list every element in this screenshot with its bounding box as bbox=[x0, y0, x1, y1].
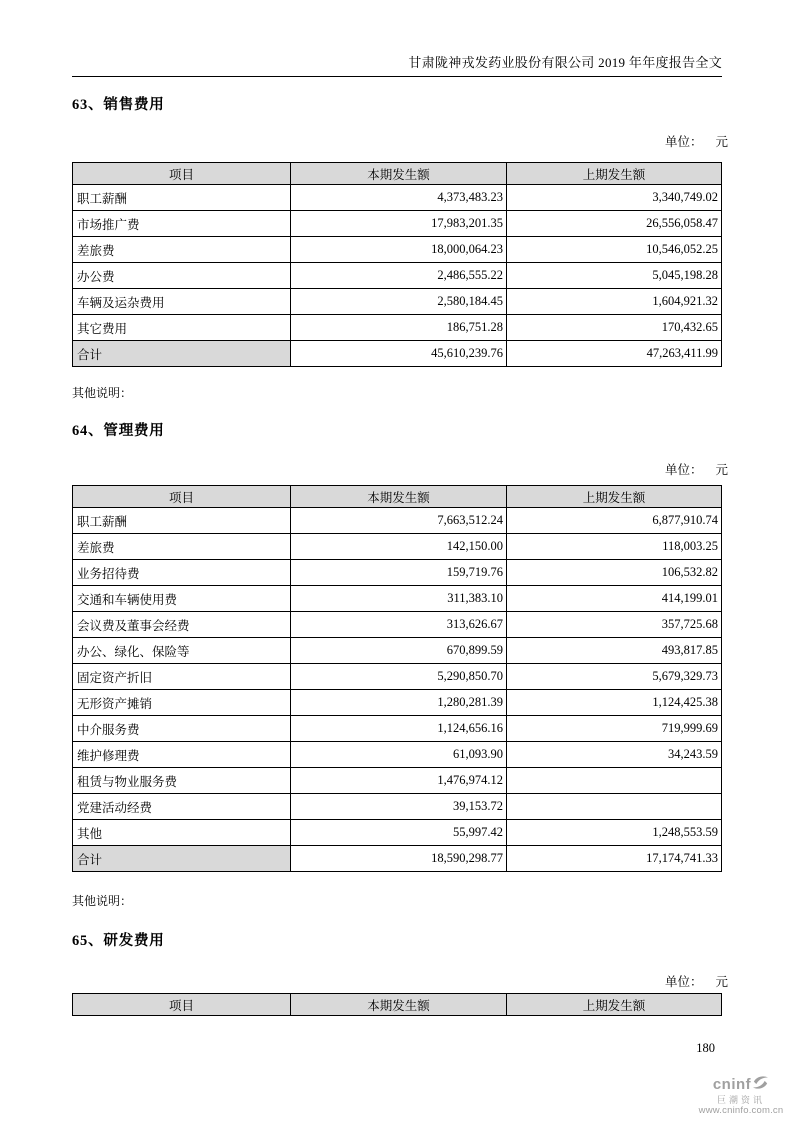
prior-amount-cell: 6,877,910.74 bbox=[507, 508, 722, 534]
item-cell: 业务招待费 bbox=[73, 560, 291, 586]
col-header-prior-period: 上期发生额 bbox=[507, 994, 722, 1016]
prior-amount-cell: 357,725.68 bbox=[507, 612, 722, 638]
table-row bbox=[73, 586, 722, 612]
table-row bbox=[73, 508, 722, 534]
prior-amount-cell: 118,003.25 bbox=[507, 534, 722, 560]
unit-label: 单位： bbox=[664, 135, 703, 149]
item-cell: 差旅费 bbox=[73, 534, 291, 560]
prior-amount-cell: 414,199.01 bbox=[507, 586, 722, 612]
col-header-prior-period: 上期发生额 bbox=[507, 486, 722, 508]
current-amount-cell: 18,000,064.23 bbox=[291, 237, 507, 263]
current-amount-cell: 311,383.10 bbox=[291, 586, 507, 612]
prior-amount-cell bbox=[507, 768, 722, 794]
item-cell: 办公费 bbox=[73, 263, 291, 289]
total-prior-cell: 17,174,741.33 bbox=[507, 846, 722, 872]
prior-amount-cell: 5,679,329.73 bbox=[507, 664, 722, 690]
current-amount-cell: 7,663,512.24 bbox=[291, 508, 507, 534]
table-row bbox=[73, 742, 722, 768]
item-cell: 职工薪酬 bbox=[73, 185, 291, 211]
col-header-item: 项目 bbox=[73, 994, 291, 1016]
prior-amount-cell: 493,817.85 bbox=[507, 638, 722, 664]
table-row bbox=[73, 716, 722, 742]
prior-amount-cell: 719,999.69 bbox=[507, 716, 722, 742]
current-amount-cell: 159,719.76 bbox=[291, 560, 507, 586]
item-cell: 其他 bbox=[73, 820, 291, 846]
table-row bbox=[73, 560, 722, 586]
item-cell: 维护修理费 bbox=[73, 742, 291, 768]
item-cell: 其它费用 bbox=[73, 315, 291, 341]
cninfo-brand-text: cninf bbox=[712, 1075, 752, 1093]
prior-amount-cell: 5,045,198.28 bbox=[507, 263, 722, 289]
prior-amount-cell: 26,556,058.47 bbox=[507, 211, 722, 237]
item-cell: 中介服务费 bbox=[73, 716, 291, 742]
footnote-64: 其他说明： bbox=[72, 894, 133, 908]
unit-value: 元 bbox=[715, 463, 728, 477]
prior-amount-cell: 10,546,052.25 bbox=[507, 237, 722, 263]
item-cell: 交通和车辆使用费 bbox=[73, 586, 291, 612]
current-amount-cell: 4,373,483.23 bbox=[291, 185, 507, 211]
cninfo-url: www.cninfo.com.cn bbox=[698, 1105, 784, 1117]
current-amount-cell: 2,486,555.22 bbox=[291, 263, 507, 289]
item-cell: 市场推广费 bbox=[73, 211, 291, 237]
total-label-cell: 合计 bbox=[73, 846, 291, 872]
current-amount-cell: 17,983,201.35 bbox=[291, 211, 507, 237]
page-number: 180 bbox=[696, 1041, 715, 1055]
unit-label: 单位： bbox=[664, 975, 703, 989]
total-current-cell: 45,610,239.76 bbox=[291, 341, 507, 367]
item-cell: 无形资产摊销 bbox=[73, 690, 291, 716]
table-row bbox=[73, 638, 722, 664]
current-amount-cell: 186,751.28 bbox=[291, 315, 507, 341]
section-title-65: 65、研发费用 bbox=[72, 933, 165, 949]
cninfo-swirl-icon bbox=[752, 1075, 769, 1095]
table-row bbox=[73, 768, 722, 794]
cninfo-name: 巨潮资讯 bbox=[716, 1094, 765, 1105]
prior-amount-cell: 1,248,553.59 bbox=[507, 820, 722, 846]
item-cell: 差旅费 bbox=[73, 237, 291, 263]
footnote-63: 其他说明： bbox=[72, 386, 133, 400]
prior-amount-cell: 170,432.65 bbox=[507, 315, 722, 341]
rd-expense-table bbox=[72, 993, 722, 1016]
item-cell: 职工薪酬 bbox=[73, 508, 291, 534]
table-row bbox=[73, 315, 722, 341]
section-title-63: 63、销售费用 bbox=[72, 97, 165, 113]
table-row bbox=[73, 534, 722, 560]
table-header-row bbox=[73, 163, 722, 185]
prior-amount-cell: 34,243.59 bbox=[507, 742, 722, 768]
page-header-title: 甘肃陇神戎发药业股份有限公司 2019 年年度报告全文 bbox=[72, 52, 722, 77]
table-row bbox=[73, 263, 722, 289]
unit-line-64 bbox=[72, 460, 728, 478]
current-amount-cell: 670,899.59 bbox=[291, 638, 507, 664]
total-label-cell: 合计 bbox=[73, 341, 291, 367]
total-prior-cell: 47,263,411.99 bbox=[507, 341, 722, 367]
col-header-prior-period: 上期发生额 bbox=[507, 163, 722, 185]
current-amount-cell: 55,997.42 bbox=[291, 820, 507, 846]
total-current-cell: 18,590,298.77 bbox=[291, 846, 507, 872]
item-cell: 租赁与物业服务费 bbox=[73, 768, 291, 794]
table-row bbox=[73, 690, 722, 716]
col-header-item: 项目 bbox=[73, 163, 291, 185]
table-row bbox=[73, 612, 722, 638]
unit-line-65 bbox=[72, 972, 728, 990]
current-amount-cell: 313,626.67 bbox=[291, 612, 507, 638]
current-amount-cell: 1,476,974.12 bbox=[291, 768, 507, 794]
unit-line-63 bbox=[72, 132, 728, 150]
current-amount-cell: 142,150.00 bbox=[291, 534, 507, 560]
item-cell: 固定资产折旧 bbox=[73, 664, 291, 690]
item-cell: 党建活动经费 bbox=[73, 794, 291, 820]
unit-label: 单位： bbox=[664, 463, 703, 477]
current-amount-cell: 39,153.72 bbox=[291, 794, 507, 820]
table-row bbox=[73, 237, 722, 263]
table-row bbox=[73, 211, 722, 237]
sales-expense-table bbox=[72, 162, 722, 367]
item-cell: 会议费及董事会经费 bbox=[73, 612, 291, 638]
col-header-item: 项目 bbox=[73, 486, 291, 508]
unit-value: 元 bbox=[715, 135, 728, 149]
current-amount-cell: 61,093.90 bbox=[291, 742, 507, 768]
table-header-row bbox=[73, 994, 722, 1016]
prior-amount-cell bbox=[507, 794, 722, 820]
table-row bbox=[73, 664, 722, 690]
table-row bbox=[73, 185, 722, 211]
prior-amount-cell: 106,532.82 bbox=[507, 560, 722, 586]
prior-amount-cell: 1,604,921.32 bbox=[507, 289, 722, 315]
col-header-current-period: 本期发生额 bbox=[291, 994, 507, 1016]
cninfo-logo bbox=[698, 1075, 784, 1117]
current-amount-cell: 1,124,656.16 bbox=[291, 716, 507, 742]
current-amount-cell: 1,280,281.39 bbox=[291, 690, 507, 716]
cninfo-brand-row bbox=[698, 1075, 784, 1095]
item-cell: 办公、绿化、保险等 bbox=[73, 638, 291, 664]
item-cell: 车辆及运杂费用 bbox=[73, 289, 291, 315]
table-header-row bbox=[73, 486, 722, 508]
table-row bbox=[73, 820, 722, 846]
table-row bbox=[73, 289, 722, 315]
unit-value: 元 bbox=[715, 975, 728, 989]
table-row bbox=[73, 794, 722, 820]
prior-amount-cell: 1,124,425.38 bbox=[507, 690, 722, 716]
col-header-current-period: 本期发生额 bbox=[291, 486, 507, 508]
current-amount-cell: 2,580,184.45 bbox=[291, 289, 507, 315]
admin-expense-table bbox=[72, 485, 722, 872]
total-row bbox=[73, 846, 722, 872]
section-title-64: 64、管理费用 bbox=[72, 423, 165, 439]
total-row bbox=[73, 341, 722, 367]
col-header-current-period: 本期发生额 bbox=[291, 163, 507, 185]
current-amount-cell: 5,290,850.70 bbox=[291, 664, 507, 690]
prior-amount-cell: 3,340,749.02 bbox=[507, 185, 722, 211]
